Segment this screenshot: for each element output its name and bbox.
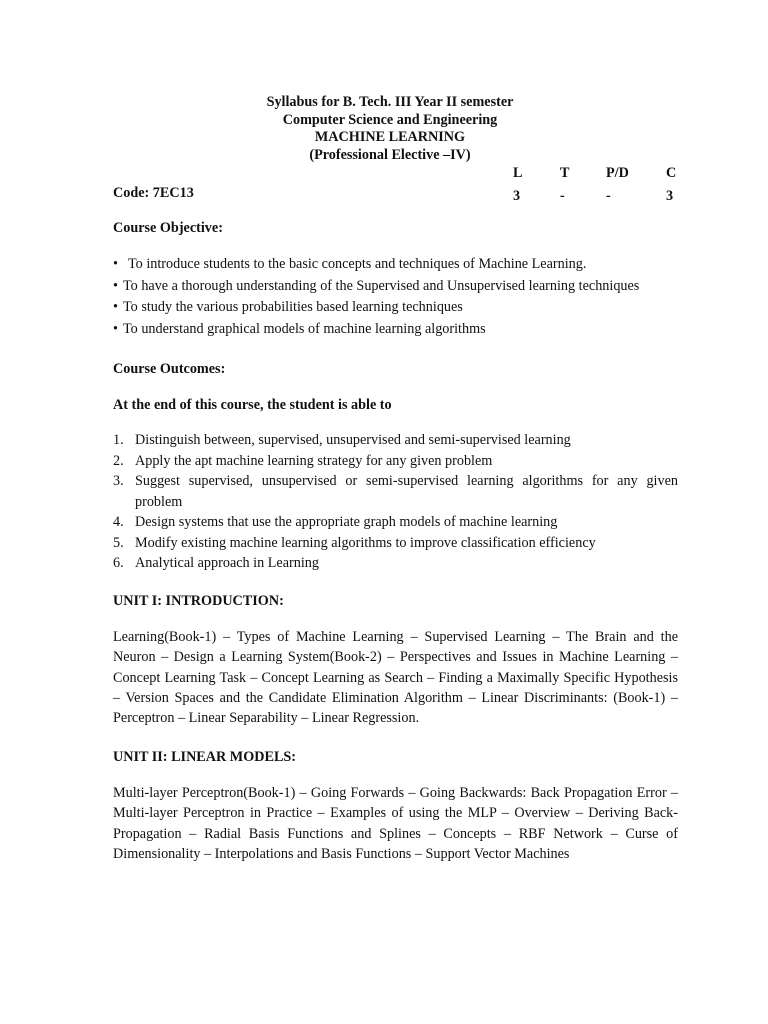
header-line-syllabus: Syllabus for B. Tech. III Year II semester xyxy=(266,94,514,110)
course-objective-section xyxy=(113,218,678,239)
outcome-item: 3. Suggest supervised, unsupervised or semi-supervised learning algorithms for any given problem xyxy=(113,473,678,510)
unit-2-heading-block xyxy=(113,747,678,768)
outcomes-list xyxy=(113,430,678,574)
outcome-item: 5. Modify existing machine learning algorithms to improve classification efficiency xyxy=(113,534,596,551)
course-code: Code: 7EC13 xyxy=(113,185,194,201)
credits-value-t: - xyxy=(560,188,565,204)
bullet-icon: • xyxy=(113,320,118,337)
course-outcomes-intro: At the end of this course, the student is able to xyxy=(113,397,392,413)
objective-item: • To have a thorough understanding of the Supervised and Unsupervised learning techniques xyxy=(113,276,678,298)
credits-label-l: L xyxy=(513,165,523,181)
outcome-item: 6. Analytical approach in Learning xyxy=(113,555,319,571)
outcome-item: 1. Distinguish between, supervised, unsupervised and semi-supervised learning xyxy=(113,432,571,448)
bullet-icon: • xyxy=(113,299,118,315)
unit-1-heading: UNIT I: INTRODUCTION: xyxy=(113,593,284,609)
credits-values-row xyxy=(500,185,700,208)
credits-label-t: T xyxy=(560,165,570,181)
objective-item: • To understand graphical models of machine learning algorithms xyxy=(113,319,678,341)
outcome-item: 2. Apply the apt machine learning strategy for any given problem xyxy=(113,452,493,469)
credits-label-c: C xyxy=(666,165,677,181)
objective-item: • To study the various probabilities based learning techniques xyxy=(113,297,678,319)
objective-list xyxy=(113,254,678,340)
outcome-item: 4. Design systems that use the appropriate graph models of machine learning xyxy=(113,514,558,530)
objective-item: • To introduce students to the basic concepts and techniques of Machine Learning. xyxy=(113,254,678,276)
credits-labels-row xyxy=(500,162,700,185)
course-outcomes-intro-block xyxy=(113,395,678,416)
credits-value-pd: - xyxy=(606,188,611,204)
course-objective-heading: Course Objective: xyxy=(113,220,223,236)
document-header xyxy=(0,94,768,164)
course-outcomes-heading: Course Outcomes: xyxy=(113,361,226,377)
credits-value-l: 3 xyxy=(513,188,521,204)
unit-2-text: Multi-layer Perceptron(Book-1) – Going Forwards – Going Backwards: Back Propagation Error – Multi-layer Perceptron in Practice – Examples of using the MLP – Overview – Deriving Back-Propagation – Radial Basis Functions and Splines – Concepts – RBF Network – Curse of Dimensionality – Interpolations and Basis Functions – Support Vector Machines xyxy=(113,785,678,862)
bullet-icon: • xyxy=(113,277,118,294)
credits-table xyxy=(500,162,700,208)
header-line-course-title: MACHINE LEARNING xyxy=(314,129,466,145)
unit-1-text: Learning(Book-1) – Types of Machine Learning – Supervised Learning – The Brain and the Neuron – Design a Learning System(Book-2) – Perspectives and Issues in Machine Learning – Concept Learning Task – Concept Learning as Search – Finding a Maximally Specific Hypothesis – Version Spaces and the Candidate Elimination Algorithm – Linear Discriminants: (Book-1) – Perceptron – Linear Separability – Linear Regression. xyxy=(113,629,678,727)
unit-2-heading: UNIT II: LINEAR MODELS: xyxy=(113,749,297,765)
credits-value-c: 3 xyxy=(666,188,674,204)
bullet-icon: • xyxy=(113,256,118,272)
header-line-department: Computer Science and Engineering xyxy=(282,111,498,128)
course-outcomes-heading-block xyxy=(113,359,678,380)
credits-label-pd: P/D xyxy=(606,165,629,181)
unit-1-heading-block xyxy=(113,591,678,612)
header-line-elective: (Professional Elective –IV) xyxy=(309,146,471,163)
